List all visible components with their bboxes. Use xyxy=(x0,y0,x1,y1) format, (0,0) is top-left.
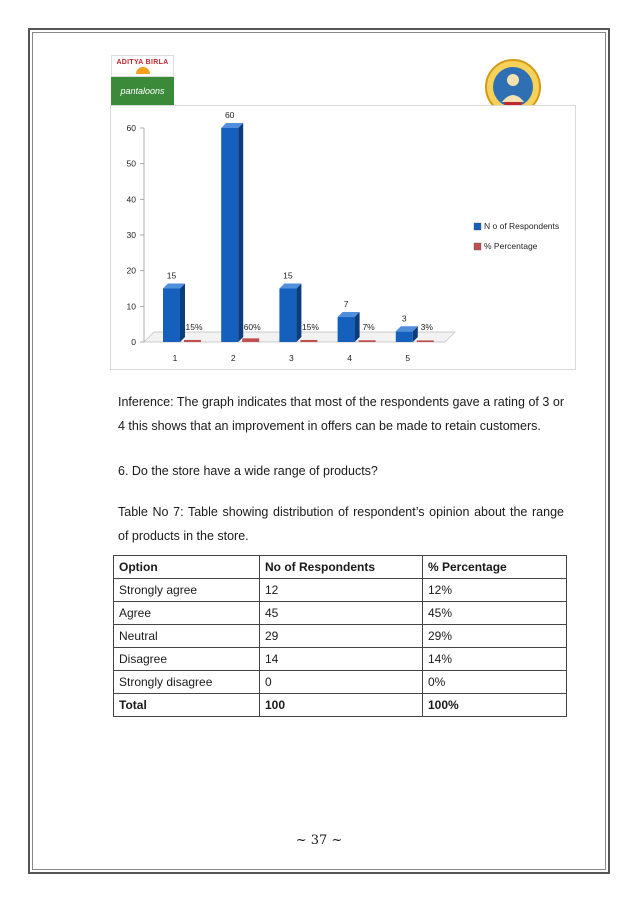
y-tick-label: 20 xyxy=(126,265,136,276)
y-tick-label: 30 xyxy=(126,230,136,240)
data-label-percentage: 15% xyxy=(301,322,319,332)
x-tick-label: 5 xyxy=(405,353,411,363)
page-number: ~ 37 ~ xyxy=(295,833,343,848)
x-tick-label: 2 xyxy=(230,353,236,363)
data-label-respondents: 3 xyxy=(401,313,407,324)
y-tick-label: 50 xyxy=(126,158,136,169)
legend-entry: % Percentage xyxy=(484,241,538,251)
bar-respondents-side xyxy=(296,284,301,343)
legend-entry: N o of Respondents xyxy=(484,221,560,231)
bar-percentage xyxy=(184,340,201,342)
table-row xyxy=(114,648,567,671)
bar-respondents xyxy=(163,289,180,343)
header-percentage: % Percentage xyxy=(423,556,567,579)
sun-icon xyxy=(136,67,150,74)
logo-sub-text: pantaloons xyxy=(120,86,165,96)
cell-respondents: 0 xyxy=(260,671,423,694)
respondents-table xyxy=(113,555,567,717)
cell-option: Agree xyxy=(114,602,260,625)
data-label-respondents: 60 xyxy=(224,110,235,120)
cell-percentage: 29% xyxy=(423,625,567,648)
y-tick-label: 60 xyxy=(126,123,136,133)
bar-respondents xyxy=(221,128,238,342)
header-respondents: No of Respondents xyxy=(260,556,423,579)
x-tick-label: 3 xyxy=(289,353,294,363)
data-label-respondents: 15 xyxy=(283,270,293,281)
bar-chart xyxy=(110,105,576,370)
cell-option: Strongly disagree xyxy=(114,671,260,694)
table-total-row xyxy=(114,694,567,717)
legend-swatch xyxy=(474,223,481,230)
cell-percentage: 45% xyxy=(423,602,567,625)
inference-paragraph: Inference: The graph indicates that most of the respondents gave a rating of 3 or 4 this shows that an improvement in offers can be made to retain customers. xyxy=(118,395,564,433)
aditya-birla-pantaloons-logo xyxy=(111,55,174,105)
data-label-respondents: 15 xyxy=(166,270,177,281)
bar-respondents xyxy=(396,331,413,342)
y-tick-label: 0 xyxy=(131,337,136,347)
y-tick-label: 10 xyxy=(126,301,136,312)
cell-respondents: 29 xyxy=(260,625,423,648)
data-label-percentage: 60% xyxy=(243,322,261,332)
bar-percentage xyxy=(300,340,317,342)
header-option: Option xyxy=(114,556,260,579)
cell-respondents: 45 xyxy=(260,602,423,625)
bar-percentage xyxy=(242,338,259,342)
bar-percentage xyxy=(417,340,434,342)
cell-percentage: 0% xyxy=(423,671,567,694)
bar-respondents-side xyxy=(355,312,360,342)
data-label-percentage: 3% xyxy=(420,322,433,332)
data-label-percentage: 7% xyxy=(362,322,375,332)
table-row xyxy=(114,671,567,694)
table-caption: Table No 7: Table showing distribution of respondent’s opinion about the range of products in the store. xyxy=(118,505,564,543)
bar-respondents xyxy=(279,289,296,343)
x-tick-label: 4 xyxy=(347,353,352,363)
logo-brand-text: ADITYA BIRLA xyxy=(116,58,169,66)
table-row xyxy=(114,625,567,648)
table-row xyxy=(114,579,567,602)
question-heading: 6. Do the store have a wide range of products? xyxy=(118,464,378,478)
total-option: Total xyxy=(114,694,260,717)
bar-respondents-side xyxy=(238,123,243,342)
data-label-respondents: 7 xyxy=(343,299,349,310)
cell-respondents: 12 xyxy=(260,579,423,602)
data-label-percentage: 15% xyxy=(185,322,203,332)
cell-option: Disagree xyxy=(114,648,260,671)
total-percentage: 100% xyxy=(423,694,567,717)
table-row xyxy=(114,602,567,625)
total-respondents: 100 xyxy=(260,694,423,717)
cell-percentage: 14% xyxy=(423,648,567,671)
cell-percentage: 12% xyxy=(423,579,567,602)
cell-option: Strongly agree xyxy=(114,579,260,602)
x-tick-label: 1 xyxy=(172,353,178,363)
table-header-row xyxy=(114,556,567,579)
cell-respondents: 14 xyxy=(260,648,423,671)
legend-swatch xyxy=(474,243,481,250)
y-tick-label: 40 xyxy=(126,194,136,205)
bar-respondents xyxy=(338,317,355,342)
cell-option: Neutral xyxy=(114,625,260,648)
bar-respondents-side xyxy=(180,284,185,343)
bar-percentage xyxy=(359,340,376,342)
